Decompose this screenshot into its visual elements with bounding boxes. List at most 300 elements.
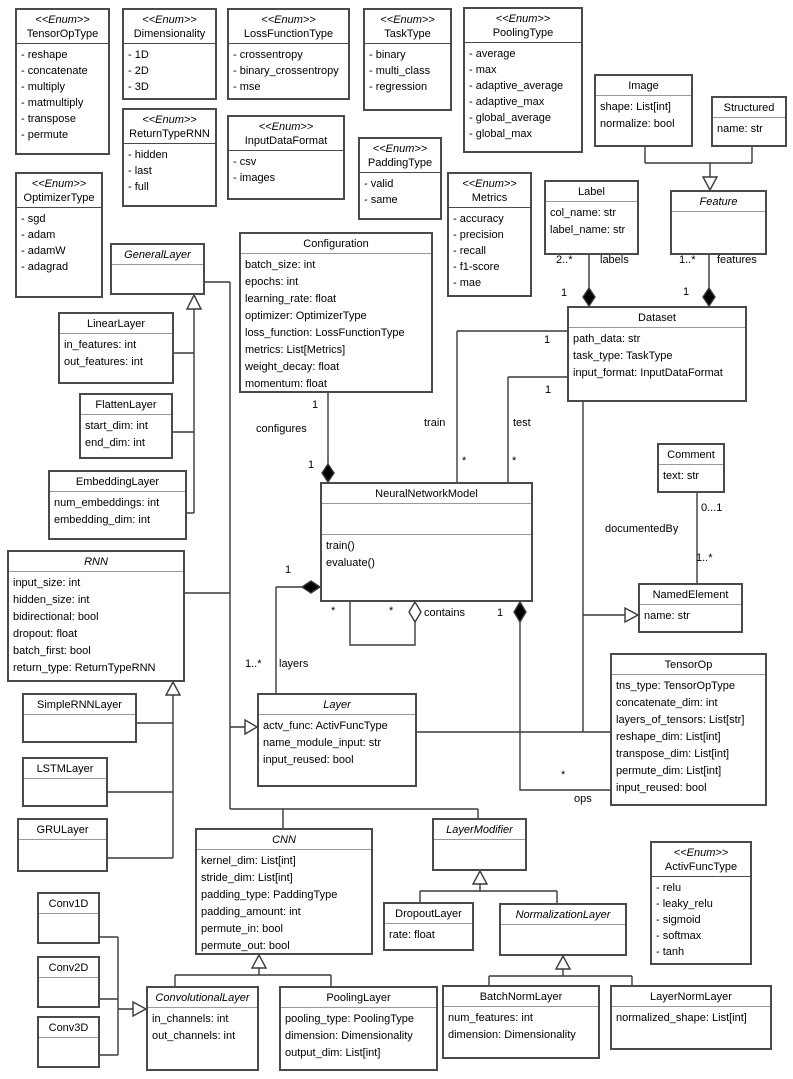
member: - leaky_relu (656, 898, 713, 910)
edge-label-contains-star-a: * (331, 605, 336, 617)
member: train() (326, 540, 355, 552)
class-title (612, 987, 770, 1006)
class-tasktype[interactable] (363, 8, 452, 111)
compartment (322, 534, 531, 600)
class-title (229, 117, 343, 150)
class-conv1d[interactable] (37, 892, 100, 944)
class-name: BatchNormLayer (479, 991, 563, 1003)
compartment (713, 117, 785, 145)
class-title (569, 308, 745, 327)
class-name: Dimensionality (133, 28, 206, 40)
class-title (640, 585, 741, 604)
composition-ops (514, 602, 610, 790)
class-label[interactable] (544, 180, 639, 255)
generalization-normalizationlayer-children (489, 956, 632, 985)
edge-label-layers-mult: 1..* (245, 658, 262, 670)
member: - regression (369, 81, 428, 93)
class-feature[interactable] (670, 190, 767, 255)
stereotype-label: <<Enum>> (258, 121, 314, 133)
member: permute_out: bool (201, 940, 290, 952)
class-title (449, 174, 530, 207)
member: kernel_dim: List[int] (201, 855, 296, 867)
class-metrics[interactable] (447, 172, 532, 297)
member: text: str (663, 470, 700, 482)
compartment (672, 211, 765, 253)
member: - 2D (128, 65, 149, 77)
compartment (60, 333, 172, 382)
edge-label-layers-name: layers (279, 658, 309, 670)
member: num_features: int (448, 1012, 533, 1024)
edge-label-contains-name: contains (424, 607, 465, 619)
class-inputdataformat[interactable] (227, 115, 345, 200)
compartment (24, 714, 135, 741)
member: start_dim: int (85, 420, 148, 432)
class-name: DropoutLayer (395, 908, 462, 920)
class-name: TaskType (384, 28, 431, 40)
member: dimension: Dimensionality (285, 1030, 413, 1042)
class-name: Metrics (471, 192, 508, 204)
member: concatenate_dim: int (616, 697, 718, 709)
member: - adamW (21, 245, 66, 257)
member: permute_dim: List[int] (616, 765, 722, 777)
composition-dataset-features (703, 255, 715, 306)
member: input_reused: bool (263, 754, 354, 766)
class-tensorop[interactable] (610, 653, 767, 806)
class-name: Label (578, 186, 605, 198)
member: name_module_input: str (263, 737, 382, 749)
class-title (60, 314, 172, 333)
stereotype-label: <<Enum>> (495, 13, 551, 25)
member: permute_in: bool (201, 923, 283, 935)
member: momentum: float (245, 378, 327, 390)
member: epochs: int (245, 276, 299, 288)
class-cnn[interactable] (195, 828, 373, 955)
class-image[interactable] (594, 74, 693, 147)
class-title (281, 988, 436, 1007)
member: - sgd (21, 213, 46, 225)
composition-layers (276, 581, 320, 693)
class-normalizationlayer[interactable] (499, 903, 627, 956)
class-name: PoolingLayer (326, 992, 391, 1004)
member: - recall (453, 245, 487, 257)
stereotype-label: <<Enum>> (462, 178, 517, 190)
compartment (652, 876, 750, 963)
compartment (229, 43, 348, 98)
class-name: Conv1D (48, 898, 89, 910)
class-title (385, 904, 472, 923)
class-dropoutlayer[interactable] (383, 902, 474, 951)
member: rate: float (389, 929, 435, 941)
class-name: ActivFuncType (664, 861, 738, 873)
member: end_dim: int (85, 437, 145, 449)
member: optimizer: OptimizerType (245, 310, 367, 322)
compartment (501, 924, 625, 954)
member: - sigmoid (656, 914, 701, 926)
class-name: OptimizerType (23, 192, 95, 204)
compartment (596, 95, 691, 145)
edge-label-test-one: 1 (545, 384, 552, 396)
member: out_channels: int (152, 1030, 236, 1042)
edge-label-test-name: test (513, 417, 531, 429)
stereotype-label: <<Enum>> (261, 14, 316, 26)
edge-label-ops-one: 1 (497, 607, 504, 619)
generalization-layermodifier-children (420, 871, 557, 903)
member: - multiply (21, 81, 66, 93)
class-title (612, 655, 765, 674)
class-name: PoolingType (492, 27, 554, 39)
edge-label-contains-star-b: * (389, 605, 394, 617)
member: pooling_type: PoolingType (285, 1013, 415, 1025)
member: - multi_class (369, 65, 431, 77)
class-title (652, 843, 750, 876)
compartment (385, 923, 472, 949)
member: - mae (453, 277, 482, 289)
edge-label-train-star: * (462, 455, 467, 467)
class-conv3d[interactable] (37, 1016, 100, 1068)
member: - concatenate (21, 65, 88, 77)
class-activfunctype[interactable] (650, 841, 752, 965)
class-returntypernn[interactable] (122, 108, 217, 207)
member: evaluate() (326, 557, 375, 569)
class-neuralnetworkmodel[interactable] (320, 482, 533, 602)
compartment (612, 1006, 770, 1048)
class-title (19, 820, 106, 839)
class-title (39, 958, 98, 977)
edge-label-labels-mult: 2..* (556, 254, 573, 266)
class-name: Conv2D (48, 962, 89, 974)
compartment (148, 1007, 257, 1069)
class-name: SimpleRNNLayer (37, 699, 122, 711)
compartment (39, 913, 98, 942)
class-title (259, 695, 415, 714)
class-title (596, 76, 691, 95)
member: - relu (656, 882, 682, 894)
member: - 1D (128, 49, 149, 61)
member: dropout: float (13, 628, 78, 640)
class-comment[interactable] (657, 443, 725, 493)
compartment (465, 42, 581, 151)
member: tns_type: TensorOpType (616, 680, 736, 692)
class-name: LSTMLayer (36, 763, 94, 775)
class-layermodifier[interactable] (432, 818, 527, 871)
edge-label-labels-name: labels (600, 254, 629, 266)
class-name: FlattenLayer (95, 399, 157, 411)
compartment (50, 491, 185, 538)
class-paddingtype[interactable] (358, 137, 442, 220)
edge-label-documentedby-mult-b: 1..* (696, 552, 713, 564)
edge-label-test-star: * (512, 455, 517, 467)
class-name: CNN (272, 834, 296, 846)
edge-label-train-one: 1 (544, 334, 551, 346)
class-title (501, 905, 625, 924)
edge-label-documentedby-mult-a: 0...1 (701, 502, 723, 514)
member: - 3D (128, 81, 149, 93)
class-title (659, 445, 723, 464)
member: - reshape (21, 49, 68, 61)
class-optimizertype[interactable] (15, 172, 103, 298)
member: label_name: str (550, 224, 626, 236)
compartment (365, 43, 450, 109)
member: input_reused: bool (616, 782, 707, 794)
member: embedding_dim: int (54, 514, 151, 526)
class-title (39, 894, 98, 913)
member: transpose_dim: List[int] (616, 748, 730, 760)
member: - csv (233, 156, 257, 168)
member: - global_average (469, 112, 551, 124)
class-name: NormalizationLayer (515, 909, 611, 921)
class-layernormlayer[interactable] (610, 985, 772, 1050)
member: - transpose (21, 113, 77, 125)
class-title (112, 245, 203, 264)
association-test (508, 377, 567, 482)
class-batchnormlayer[interactable] (442, 985, 600, 1059)
class-name: LayerNormLayer (650, 991, 732, 1003)
compartment (229, 150, 343, 198)
edge-label-configures-one-tgt: 1 (308, 459, 315, 471)
class-name: Dataset (638, 312, 676, 324)
class-conv2d[interactable] (37, 956, 100, 1008)
class-grulayer[interactable] (17, 818, 108, 872)
member: - adam (21, 229, 56, 241)
compartment (197, 849, 371, 953)
class-configuration[interactable] (239, 232, 433, 393)
compartment (241, 253, 431, 391)
class-name: Structured (723, 102, 775, 114)
stereotype-label: <<Enum>> (35, 14, 90, 26)
member: - tanh (656, 946, 685, 958)
class-simplernnlayer[interactable] (22, 693, 137, 743)
class-title (465, 9, 581, 42)
member: - crossentropy (233, 49, 303, 61)
member: padding_type: PaddingType (201, 889, 338, 901)
class-name: NamedElement (652, 589, 729, 601)
member: col_name: str (550, 207, 617, 219)
class-generallayer[interactable] (110, 243, 205, 295)
edge-label-labels-one: 1 (561, 287, 568, 299)
class-title (148, 988, 257, 1007)
member: - images (233, 172, 276, 184)
member: - last (128, 165, 152, 177)
class-name: TensorOp (664, 659, 713, 671)
member: - hidden (128, 149, 168, 161)
class-embeddinglayer[interactable] (48, 470, 187, 540)
class-title (546, 182, 637, 201)
member: actv_func: ActivFuncType (263, 720, 388, 732)
class-name: TensorOpType (26, 28, 99, 40)
member: - mse (233, 81, 261, 93)
class-title (17, 174, 101, 207)
stereotype-label: <<Enum>> (372, 143, 428, 155)
class-name: InputDataFormat (244, 135, 328, 147)
member: in_channels: int (152, 1013, 229, 1025)
compartment (39, 1037, 98, 1066)
member: - average (469, 48, 516, 60)
member: name: str (717, 123, 763, 135)
class-name: Configuration (303, 238, 369, 250)
class-title (229, 10, 348, 43)
class-name: LinearLayer (86, 318, 146, 330)
class-title (124, 110, 215, 143)
class-name: LayerModifier (446, 824, 513, 836)
member: input_size: int (13, 577, 81, 589)
compartment (434, 839, 525, 869)
class-name: ConvolutionalLayer (155, 992, 250, 1004)
member: num_embeddings: int (54, 497, 160, 509)
class-dimensionality[interactable] (122, 8, 217, 100)
class-title (672, 192, 765, 211)
class-title (24, 759, 106, 778)
class-title (365, 10, 450, 43)
generalization-convolutionallayer-children (100, 937, 146, 1055)
stereotype-label: <<Enum>> (380, 14, 435, 26)
member: - softmax (656, 930, 702, 942)
class-name: GRULayer (36, 824, 89, 836)
class-title (360, 139, 440, 172)
edge-label-documentedby-name: documentedBy (605, 523, 679, 535)
member: - valid (364, 178, 394, 190)
class-tensoroptype[interactable] (15, 8, 110, 155)
class-name: Conv3D (48, 1022, 89, 1034)
class-dataset[interactable] (567, 306, 747, 402)
class-title (9, 552, 183, 571)
class-lstmlayer[interactable] (22, 757, 108, 807)
compartment (81, 414, 171, 457)
class-layer[interactable] (257, 693, 417, 787)
compartment (546, 201, 637, 253)
member: name: str (644, 610, 690, 622)
class-name: EmbeddingLayer (75, 476, 160, 488)
compartment (17, 43, 108, 153)
class-poolinglayer[interactable] (279, 986, 438, 1071)
class-rnn[interactable] (7, 550, 185, 682)
member: - matmultiply (21, 97, 84, 109)
member: stride_dim: List[int] (201, 872, 293, 884)
class-name: Feature (699, 196, 738, 208)
member: batch_size: int (245, 259, 316, 271)
class-namedelement[interactable] (638, 583, 743, 633)
class-title (24, 695, 135, 714)
edge-label-features-name: features (717, 254, 757, 266)
compartment (281, 1007, 436, 1069)
class-title (322, 484, 531, 503)
compartment (612, 674, 765, 804)
member: return_type: ReturnTypeRNN (13, 662, 156, 674)
member: - binary (369, 49, 406, 61)
member: in_features: int (64, 339, 137, 351)
class-name: GeneralLayer (124, 249, 191, 261)
member: path_data: str (573, 333, 641, 345)
aggregation-contains (350, 602, 421, 645)
member: - global_max (469, 128, 532, 140)
edge-label-features-mult: 1..* (679, 254, 696, 266)
stereotype-label: <<Enum>> (673, 847, 729, 859)
edge-label-configures-one-src: 1 (312, 399, 319, 411)
member: bidirectional: bool (13, 611, 99, 623)
edge-label-layers-one: 1 (285, 564, 292, 576)
member: - f1-score (453, 261, 500, 273)
generalization-feature-children (645, 147, 752, 190)
class-convolutionallayer[interactable] (146, 986, 259, 1071)
class-title (124, 10, 215, 43)
compartment (569, 327, 745, 400)
member: - adaptive_max (469, 96, 545, 108)
class-linearlayer[interactable] (58, 312, 174, 384)
compartment (124, 43, 215, 98)
compartment (322, 503, 531, 534)
class-title (197, 830, 371, 849)
class-title (241, 234, 431, 253)
member: out_features: int (64, 356, 143, 368)
compartment (259, 714, 415, 785)
class-name: Comment (667, 449, 715, 461)
stereotype-label: <<Enum>> (142, 114, 197, 126)
compartment (360, 172, 440, 218)
composition-configures (322, 393, 334, 482)
member: normalized_shape: List[int] (616, 1012, 747, 1024)
member: dimension: Dimensionality (448, 1029, 576, 1041)
class-title (713, 98, 785, 117)
generalization-cnn-children (175, 955, 331, 986)
member: - binary_crossentropy (233, 65, 339, 77)
class-flattenlayer[interactable] (79, 393, 173, 459)
member: learning_rate: float (245, 293, 337, 305)
class-name: Layer (323, 699, 351, 711)
member: input_format: InputDataFormat (573, 367, 723, 379)
class-name: NeuralNetworkModel (375, 488, 478, 500)
class-name: ReturnTypeRNN (129, 128, 210, 140)
member: normalize: bool (600, 118, 675, 130)
class-title (81, 395, 171, 414)
compartment (19, 839, 106, 870)
class-title (50, 472, 185, 491)
compartment (112, 264, 203, 293)
edge-label-ops-star: * (561, 769, 566, 781)
member: batch_first: bool (13, 645, 91, 657)
compartment (9, 571, 183, 680)
member: - accuracy (453, 213, 504, 225)
member: - adagrad (21, 261, 69, 273)
class-title (444, 987, 598, 1006)
class-lossfunctiontype[interactable] (227, 8, 350, 100)
compartment (449, 207, 530, 295)
edge-label-ops-name: ops (574, 793, 592, 805)
member: loss_function: LossFunctionType (245, 327, 405, 339)
member: - same (364, 194, 398, 206)
edge-label-features-one: 1 (683, 286, 690, 298)
class-poolingtype[interactable] (463, 7, 583, 153)
class-name: Image (628, 80, 659, 92)
member: - permute (21, 129, 69, 141)
compartment (24, 778, 106, 805)
class-title (17, 10, 108, 43)
compartment (17, 207, 101, 296)
class-title (39, 1018, 98, 1037)
member: metrics: List[Metrics] (245, 344, 346, 356)
compartment (39, 977, 98, 1006)
compartment (640, 604, 741, 631)
compartment (659, 464, 723, 491)
member: reshape_dim: List[int] (616, 731, 721, 743)
edge-label-train-name: train (424, 417, 446, 429)
class-name: RNN (84, 556, 108, 568)
member: padding_amount: int (201, 906, 301, 918)
compartment (124, 143, 215, 205)
class-structured[interactable] (711, 96, 787, 147)
member: weight_decay: float (245, 361, 340, 373)
member: - full (128, 181, 149, 193)
class-title (434, 820, 525, 839)
member: - adaptive_average (469, 80, 564, 92)
